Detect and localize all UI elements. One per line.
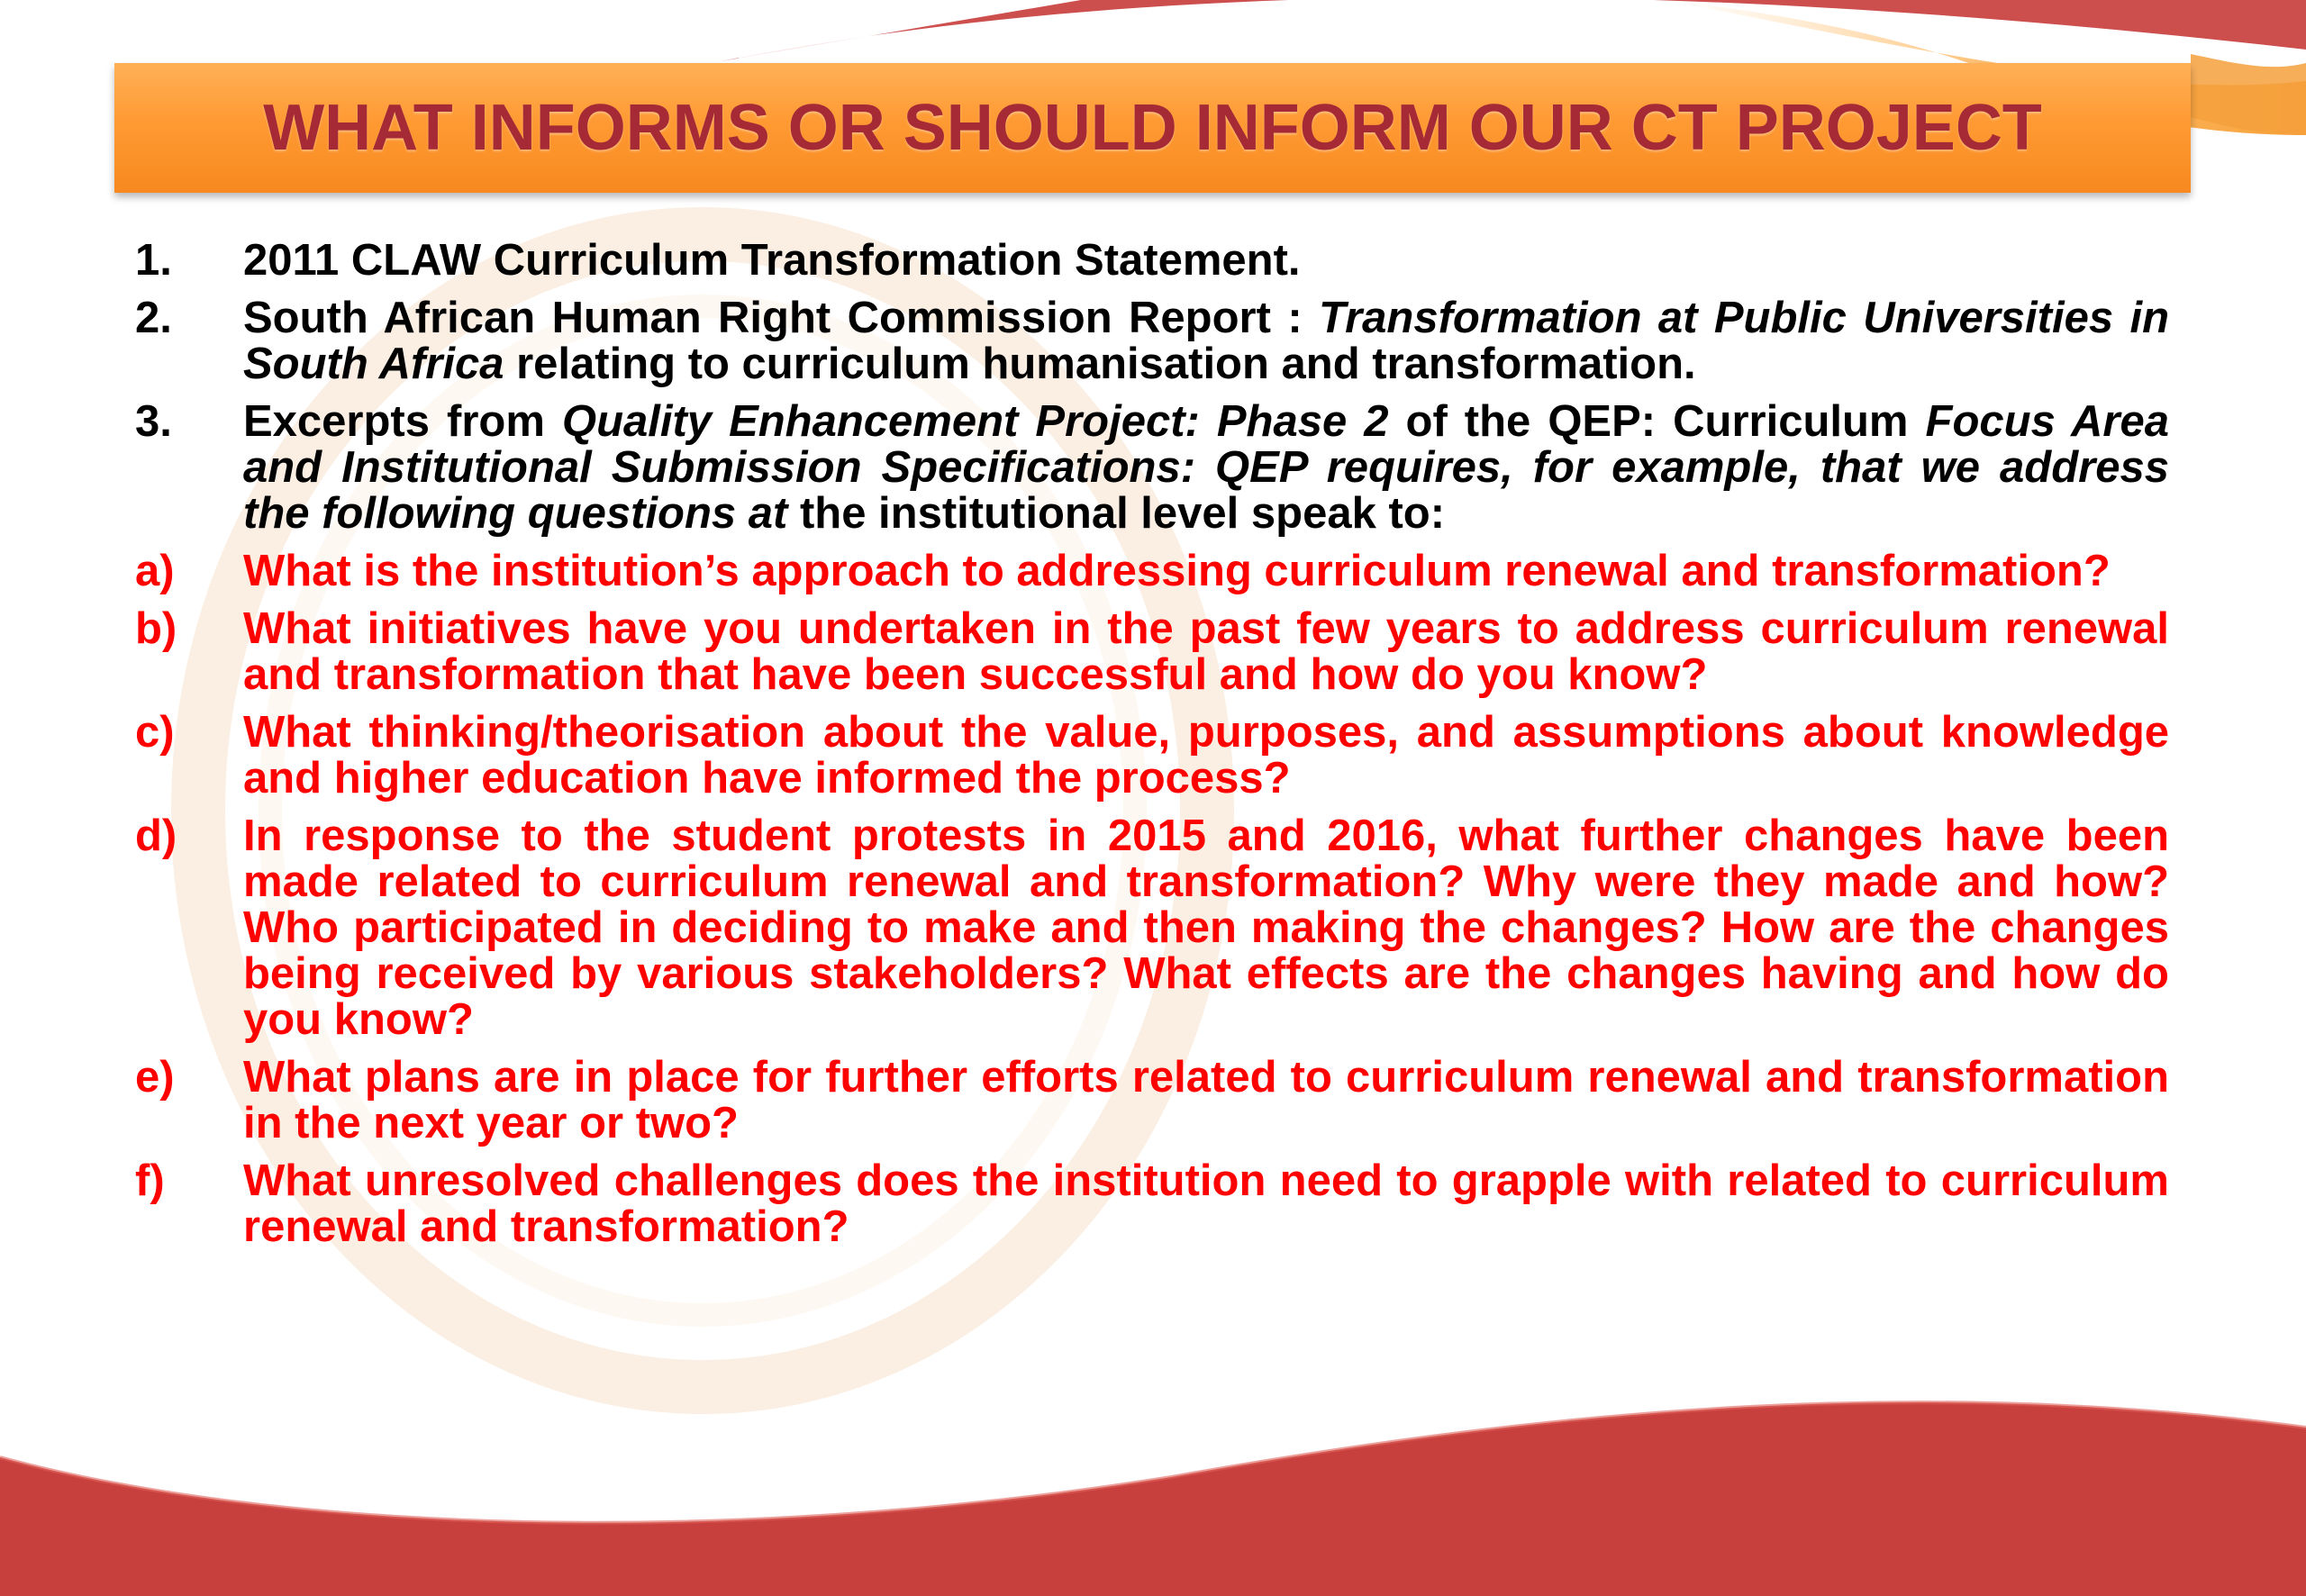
item-text — [243, 238, 2169, 284]
question-letter: c) — [135, 708, 175, 757]
question-text: What thinking/theorisation about the value, purposes, and assumptions about knowledge and higher education have informed the process? — [243, 708, 2169, 803]
item-text-part-italic: Quality Enhancement Project: Phase 2 — [561, 397, 1389, 446]
question-text: What initiatives have you undertaken in the past few years to address curriculum renewal and transformation that have been successful and how do you know? — [243, 604, 2169, 699]
slide-body — [135, 238, 2169, 1262]
question-text: In response to the student protests in 2015 and 2016, what further changes have been made related to curriculum renewal and transformation? Why were they made and how? Who participated in deciding to make and then making the changes? How are the changes being received by various stakeholders? What effects are the changes having and how do you know? — [243, 812, 2169, 1044]
question-letter: f) — [135, 1156, 165, 1205]
item-text-part-italic: Focus Area and Institutional Submission Specifications: QEP requires, for example, that we address the following questions at — [243, 397, 2169, 538]
question-item — [135, 549, 2169, 594]
item-text — [243, 295, 2169, 387]
numbered-item — [135, 399, 2169, 537]
item-number: 3. — [135, 397, 172, 446]
item-text-part: Excerpts from — [243, 397, 562, 446]
item-text-part: relating to curriculum humanisation and transformation. — [504, 340, 1696, 388]
item-number: 1. — [135, 236, 172, 285]
numbered-item — [135, 295, 2169, 387]
numbered-item — [135, 238, 2169, 284]
slide-title: WHAT INFORMS OR SHOULD INFORM OUR CT PROJECT — [263, 92, 2042, 164]
item-text-part-italic: Transformation at Public Universities in South Africa — [243, 294, 2170, 388]
question-letter: e) — [135, 1053, 175, 1102]
question-letter: d) — [135, 812, 177, 860]
item-text-part: the institutional level speak to: — [787, 489, 1446, 538]
question-text: What plans are in place for further efforts related to curriculum renewal and transformation in the next year or two? — [243, 1053, 2169, 1147]
question-item — [135, 1055, 2169, 1147]
question-item — [135, 813, 2169, 1043]
item-number: 2. — [135, 294, 172, 342]
question-text: What is the institution’s approach to addressing curriculum renewal and transformation? — [243, 547, 2111, 595]
item-text-part: South African Human Right Commission Report : — [243, 294, 1320, 342]
question-item — [135, 710, 2169, 802]
item-text — [243, 399, 2169, 537]
question-item — [135, 1158, 2169, 1250]
question-item — [135, 606, 2169, 698]
title-banner — [114, 63, 2191, 193]
bottom-wave — [0, 1402, 2306, 1596]
item-text-part: of the QEP: Curriculum — [1388, 397, 1926, 446]
question-text: What unresolved challenges does the institution need to grapple with related to curriculum renewal and transformation? — [243, 1156, 2169, 1251]
question-letter: b) — [135, 604, 177, 653]
item-text-part: 2011 CLAW Curriculum Transformation Statement. — [243, 236, 1301, 285]
question-letter: a) — [135, 547, 175, 595]
